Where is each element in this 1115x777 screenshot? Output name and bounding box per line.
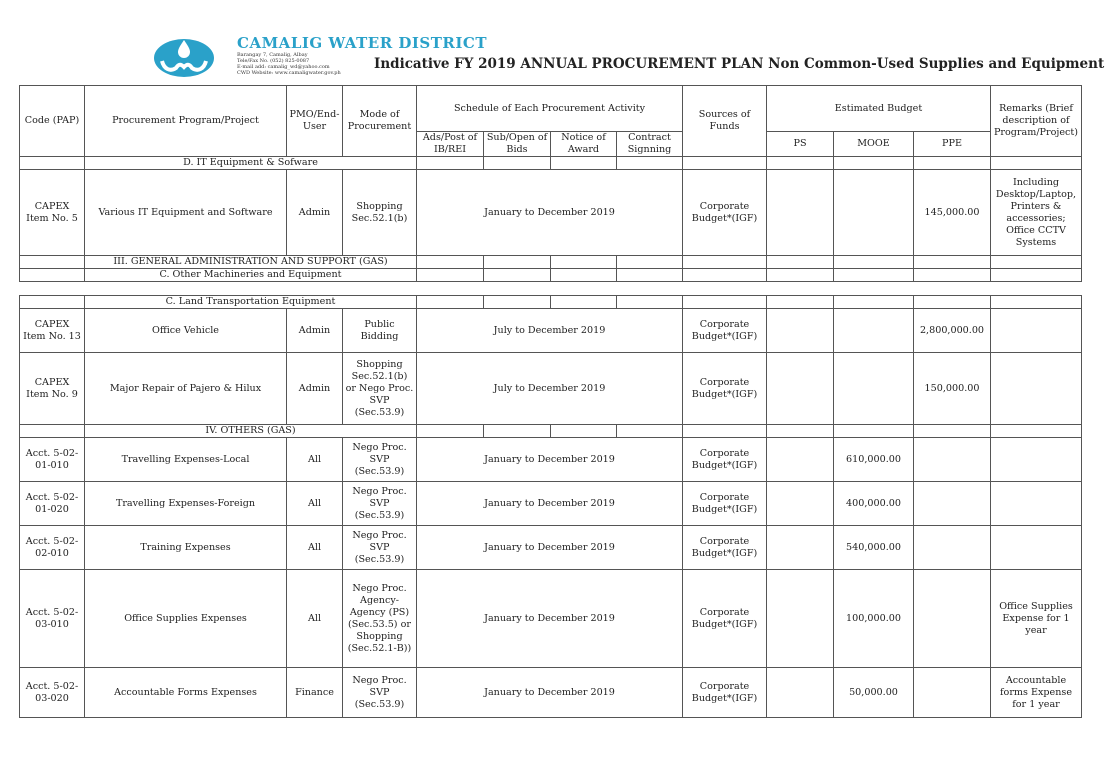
category-label: D. IT Equipment & Sofware (85, 157, 417, 170)
table-row (20, 309, 1082, 353)
table-row (20, 482, 1082, 526)
plan-title: Indicative FY 2019 ANNUAL PROCUREMENT PLAN Non Common-Used Supplies and Equipment (374, 56, 1105, 72)
row-schedule: January to December 2019 (417, 570, 683, 668)
row-program: Travelling Expenses-Local (85, 438, 287, 482)
header-mode: Mode of Procurement (343, 86, 417, 157)
category-label: C. Other Machineries and Equipment (85, 269, 417, 282)
row-pmo: Finance (287, 668, 343, 718)
org-email: E-mail add: camalig_wd@yahoo.com (237, 64, 330, 70)
row-code: Acct. 5-02-03-010 (20, 570, 85, 668)
row-funds: Corporate Budget*(IGF) (683, 353, 767, 425)
header-ps: PS (767, 132, 834, 157)
row-program: Major Repair of Pajero & Hilux (85, 353, 287, 425)
row-funds: Corporate Budget*(IGF) (683, 526, 767, 570)
row-ppe: 145,000.00 (914, 170, 991, 256)
row-pmo: All (287, 526, 343, 570)
row-pmo: Admin (287, 170, 343, 256)
row-schedule: July to December 2019 (417, 353, 683, 425)
row-mooe: 50,000.00 (834, 668, 914, 718)
row-funds: Corporate Budget*(IGF) (683, 309, 767, 353)
row-code: Acct. 5-02-03-020 (20, 668, 85, 718)
row-code: CAPEX Item No. 13 (20, 309, 85, 353)
row-mode: Public Bidding (343, 309, 417, 353)
row-schedule: January to December 2019 (417, 668, 683, 718)
procurement-table-part1 (19, 85, 1082, 282)
header-pmo: PMO/End-User (287, 86, 343, 157)
row-schedule: January to December 2019 (417, 438, 683, 482)
header-sub: Sub/Open of Bids (484, 132, 551, 157)
row-mode: Nego Proc. Agency-Agency (PS) (Sec.53.5) or Shopping (Sec.52.1-B)) (343, 570, 417, 668)
procurement-table-part2 (19, 295, 1082, 718)
row-pmo: All (287, 438, 343, 482)
org-telfax: Tele/Fax No. (052) 825-0087 (237, 58, 310, 64)
row-mode: Nego Proc. SVP (Sec.53.9) (343, 482, 417, 526)
header-contract: Contract Signning (617, 132, 683, 157)
row-mooe: 100,000.00 (834, 570, 914, 668)
row-funds: Corporate Budget*(IGF) (683, 170, 767, 256)
row-code: Acct. 5-02-01-010 (20, 438, 85, 482)
category-row (20, 256, 1082, 269)
row-program: Office Supplies Expenses (85, 570, 287, 668)
row-mode: Shopping Sec.52.1(b) (343, 170, 417, 256)
row-mode: Nego Proc. SVP (Sec.53.9) (343, 668, 417, 718)
row-schedule: July to December 2019 (417, 309, 683, 353)
header-code: Code (PAP) (20, 86, 85, 157)
row-pmo: Admin (287, 309, 343, 353)
table-row (20, 526, 1082, 570)
row-pmo: Admin (287, 353, 343, 425)
row-code: CAPEX Item No. 5 (20, 170, 85, 256)
header-remarks: Remarks (Brief description of Program/Project) (991, 86, 1082, 157)
header-schedule: Schedule of Each Procurement Activity (417, 86, 683, 132)
table-row (20, 170, 1082, 256)
row-program: Accountable Forms Expenses (85, 668, 287, 718)
category-label: III. GENERAL ADMINISTRATION AND SUPPORT (GAS) (85, 256, 417, 269)
row-pmo: All (287, 570, 343, 668)
row-code: Acct. 5-02-02-010 (20, 526, 85, 570)
row-code: Acct. 5-02-01-020 (20, 482, 85, 526)
row-mode: Nego Proc. SVP (Sec.53.9) (343, 526, 417, 570)
row-schedule: January to December 2019 (417, 170, 683, 256)
water-drop-logo-icon (153, 34, 215, 78)
table-row (20, 353, 1082, 425)
document-header (0, 0, 1115, 85)
row-ppe: 2,800,000.00 (914, 309, 991, 353)
header-budget: Estimated Budget (767, 86, 991, 132)
row-mode: Nego Proc. SVP (Sec.53.9) (343, 438, 417, 482)
row-code: CAPEX Item No. 9 (20, 353, 85, 425)
header-notice: Notice of Award (551, 132, 617, 157)
row-remarks: Accountable forms Expense for 1 year (991, 668, 1082, 718)
row-mode: Shopping Sec.52.1(b) or Nego Proc. SVP (Sec.53.9) (343, 353, 417, 425)
org-address: Barangay 7, Camalig, Albay (237, 52, 308, 58)
row-funds: Corporate Budget*(IGF) (683, 438, 767, 482)
table-row (20, 668, 1082, 718)
row-mooe: 540,000.00 (834, 526, 914, 570)
row-program: Training Expenses (85, 526, 287, 570)
category-row (20, 296, 1082, 309)
category-row (20, 157, 1082, 170)
category-label: IV. OTHERS (GAS) (85, 425, 417, 438)
category-row (20, 269, 1082, 282)
row-program: Office Vehicle (85, 309, 287, 353)
header-ppe: PPE (914, 132, 991, 157)
row-ppe: 150,000.00 (914, 353, 991, 425)
row-funds: Corporate Budget*(IGF) (683, 570, 767, 668)
table-row (20, 570, 1082, 668)
row-remarks: Office Supplies Expense for 1 year (991, 570, 1082, 668)
category-label: C. Land Transportation Equipment (85, 296, 417, 309)
header-funds: Sources of Funds (683, 86, 767, 157)
row-program: Travelling Expenses-Foreign (85, 482, 287, 526)
row-funds: Corporate Budget*(IGF) (683, 668, 767, 718)
row-schedule: January to December 2019 (417, 482, 683, 526)
row-mooe: 610,000.00 (834, 438, 914, 482)
table-row (20, 438, 1082, 482)
header-mooe: MOOE (834, 132, 914, 157)
row-schedule: January to December 2019 (417, 526, 683, 570)
org-website: CWD Website: www.camaligwater.gov.ph (237, 70, 341, 76)
row-pmo: All (287, 482, 343, 526)
row-program: Various IT Equipment and Software (85, 170, 287, 256)
row-funds: Corporate Budget*(IGF) (683, 482, 767, 526)
category-row (20, 425, 1082, 438)
header-program: Procurement Program/Project (85, 86, 287, 157)
row-remarks: Including Desktop/Laptop, Printers & accessories; Office CCTV Systems (991, 170, 1082, 256)
header-ads: Ads/Post of IB/REI (417, 132, 484, 157)
org-name: CAMALIG WATER DISTRICT (237, 34, 488, 52)
org-contact (237, 52, 341, 76)
row-mooe: 400,000.00 (834, 482, 914, 526)
